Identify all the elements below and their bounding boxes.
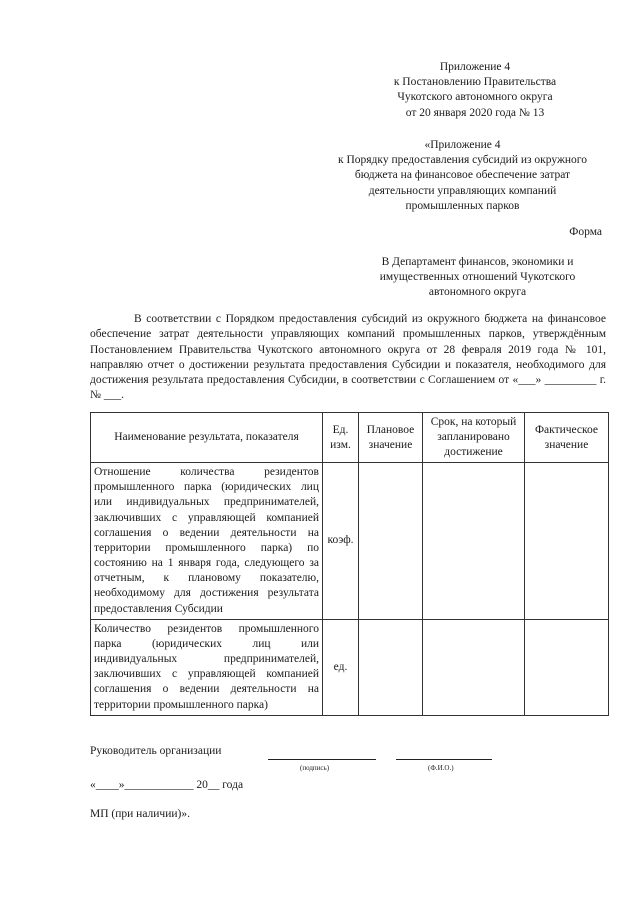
table-row	[91, 619, 609, 715]
stamp-line: МП (при наличии)».	[90, 808, 190, 820]
appendix-header	[345, 60, 605, 121]
quote-line: бюджета на финансовое обеспечение затрат	[354, 169, 571, 182]
date-line: «____»____________ 20__ года	[90, 779, 244, 791]
addressee-line: имущественных отношений Чукотского	[379, 271, 576, 284]
signature-line	[268, 759, 376, 760]
header-planned: Плановое значение	[359, 413, 423, 463]
row-unit-cell: ед.	[323, 619, 359, 715]
header-actual: Фактическое значение	[525, 413, 609, 463]
addressee-block	[345, 255, 610, 301]
addressee-line: автономного округа	[428, 286, 527, 299]
header-unit: Ед. изм.	[323, 413, 359, 463]
appendix-line: Приложение 4	[439, 61, 511, 73]
row-planned-cell	[359, 463, 423, 620]
signature-label: Руководитель организации	[90, 745, 222, 757]
row-planned-cell	[359, 619, 423, 715]
row-name-cell: Количество резидентов промышленного парка (юридических лиц или индивидуальных предпринимателей, заключивших с управляющей компанией соглашения о ведении деятельности на территории промышленного парка)	[91, 619, 323, 715]
row-deadline-cell	[423, 463, 525, 620]
quoted-appendix-header	[310, 138, 615, 214]
row-actual-cell	[525, 619, 609, 715]
header-name: Наименование результата, показателя	[91, 413, 323, 463]
appendix-line: Чукотского автономного округа	[397, 91, 553, 104]
table-row	[91, 463, 609, 620]
row-actual-cell	[525, 463, 609, 620]
quote-line: промышленных парков	[405, 199, 520, 212]
addressee-line: В Департамент финансов, экономики и	[381, 256, 574, 268]
signature-block	[90, 744, 610, 772]
row-deadline-cell	[423, 619, 525, 715]
row-name-cell: Отношение количества резидентов промышленного парка (юридических лиц или индивидуальных предпринимателей, заключивших с управляющей компанией соглашения о ведении деятельности на территории промышленного парка) по состоянию на 1 января года, следующего за отчетным, к плановому показателю, необходимому для достижения результата предоставления Субсидии	[91, 463, 323, 620]
appendix-line: от 20 января 2020 года № 13	[405, 106, 545, 119]
body-paragraph: В соответствии с Порядком предоставления субсидий из окружного бюджета на финансовое обеспечение затрат деятельности управляющих компаний промышленных парков, утверждённым Постановлением Правительства Чукотского автономного округа от 28 февраля 2019 года № 101, направляю отчет о достижении результата предоставления Субсидии и показателя, необходимого для достижения результата предоставления Субсидии, в соответствии с Соглашением от «___» _________ г. № ___.	[90, 313, 606, 402]
results-table	[90, 412, 609, 716]
quote-line: деятельности управляющих компаний	[368, 184, 557, 197]
appendix-line: к Постановлению Правительства	[393, 76, 557, 89]
fio-caption: (Ф.И.О.)	[428, 764, 454, 772]
header-deadline: Срок, на который запланировано достижение	[423, 413, 525, 463]
signature-caption: (подпись)	[300, 764, 330, 772]
form-label: Форма	[569, 226, 602, 238]
row-unit-cell: коэф.	[323, 463, 359, 620]
quote-line: к Порядку предоставления субсидий из окружного	[337, 154, 587, 167]
table-header-row	[91, 413, 609, 463]
fio-line	[396, 759, 492, 760]
quote-line: «Приложение 4	[424, 139, 501, 151]
